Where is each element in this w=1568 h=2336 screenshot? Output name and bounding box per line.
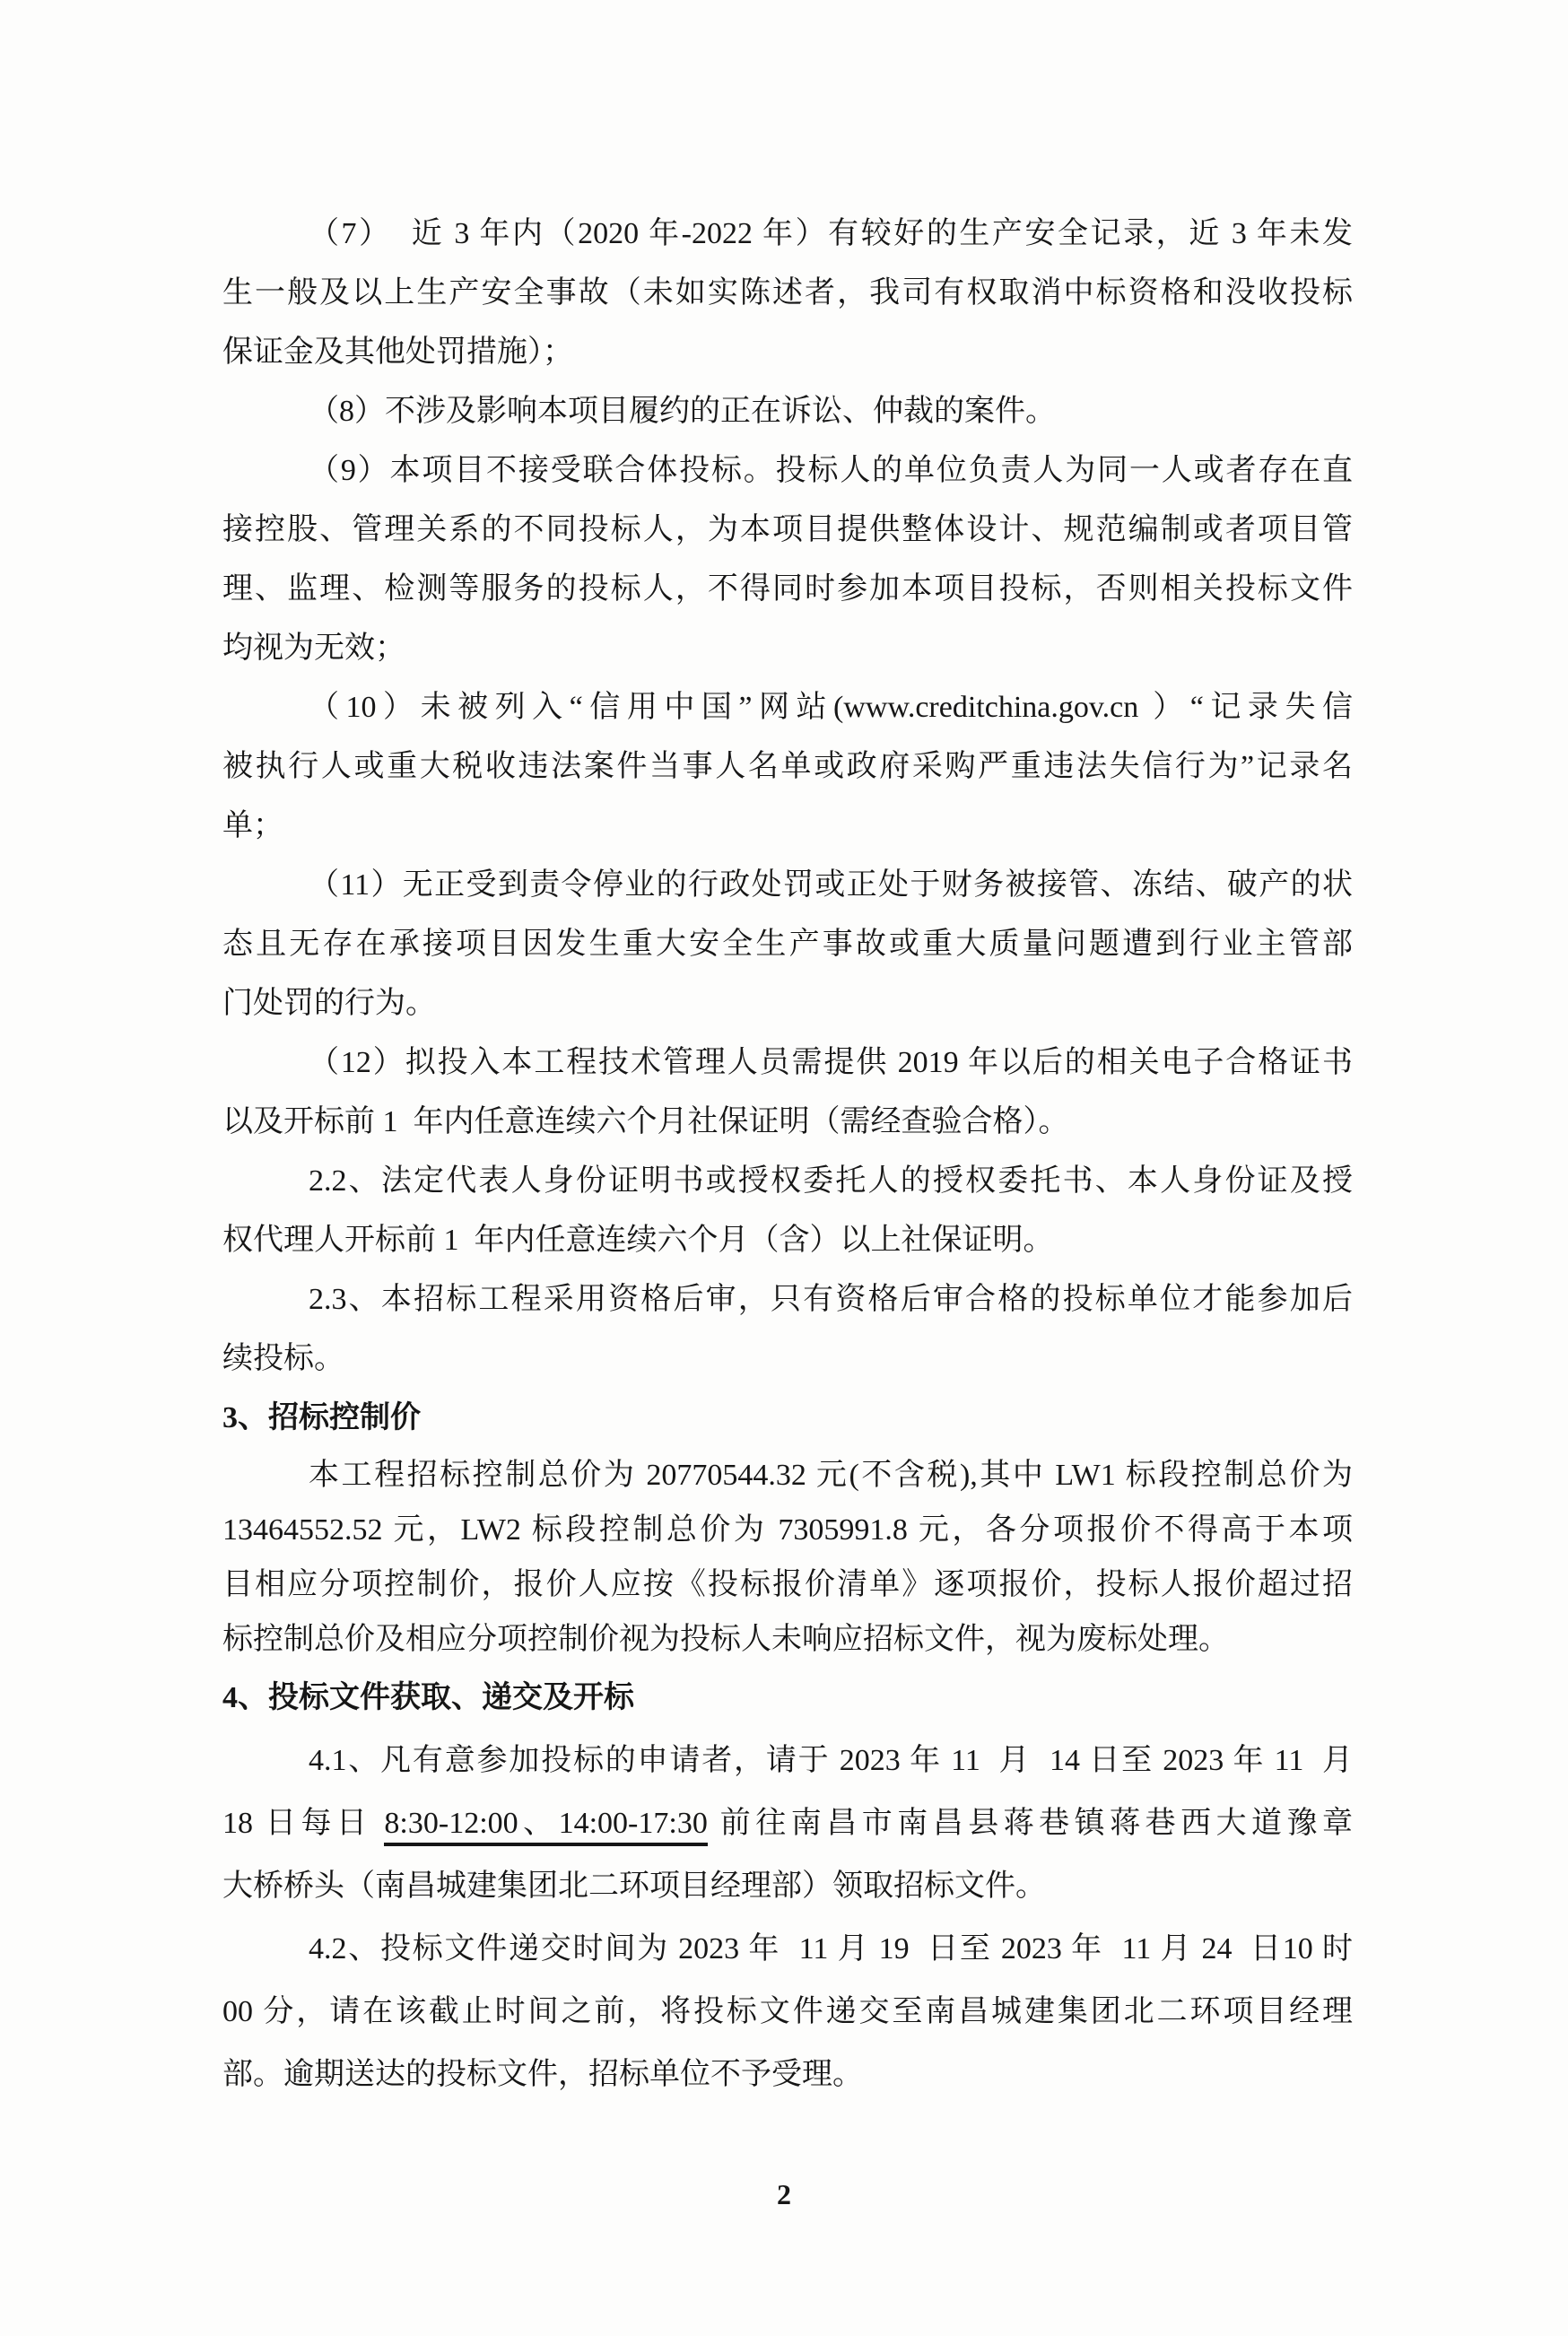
text-segment: 2.2、法定代表人身份证明书或授权委托人的授权委托书、本人身份证及授: [309, 1164, 1353, 1198]
text-line: [222, 1389, 1353, 1448]
text-segment: 大桥桥头（南昌城建集团北二环项目经理部）领取招标文件。: [222, 1870, 1046, 1903]
text-line: [222, 1211, 1353, 1270]
block-item-12: [222, 1033, 1353, 1152]
text-line: [222, 737, 1353, 797]
text-line: [222, 323, 1353, 382]
block-heading-3: [222, 1389, 1353, 1448]
text-line: [222, 1981, 1353, 2044]
text-segment: 权代理人开标前 1 年内任意连续六个月（含）以上社保证明。: [222, 1224, 1054, 1257]
block-item-4-1: [222, 1730, 1353, 1918]
text-line: [222, 1448, 1353, 1503]
text-segment: 均视为无效；: [222, 632, 405, 665]
text-line: [222, 678, 1353, 737]
text-segment: 4.1、凡有意参加投标的申请者，请于 2023 年 11 月 14 日至 2023 年 11 月: [309, 1744, 1353, 1777]
text-segment: 保证金及其他处罚措施）；: [222, 336, 573, 369]
text-segment: （7） 近 3 年内（2020 年-2022 年）有较好的生产安全记录，近 3 年未发: [309, 217, 1353, 250]
text-line: [222, 1503, 1353, 1557]
block-item-7: [222, 205, 1353, 382]
text-line: [222, 441, 1353, 501]
block-item-8: [222, 382, 1353, 441]
text-segment: 单；: [222, 809, 283, 842]
text-segment: 00 分，请在该截止时间之前，将投标文件递交至南昌城建集团北二环项目经理: [222, 1995, 1353, 2028]
text-segment: （11）无正受到责令停业的行政处罚或正处于财务被接管、冻结、破产的状: [309, 868, 1353, 902]
text-line: [222, 797, 1353, 856]
text-segment: 生一般及以上生产安全事故（未如实陈述者，我司有权取消中标资格和没收投标: [222, 276, 1353, 309]
text-segment: 本工程招标控制总价为 20770544.32 元(不含税),其中 LW1 标段控制总价为: [309, 1459, 1353, 1492]
text-line: [222, 1152, 1353, 1211]
block-heading-4: [222, 1667, 1353, 1730]
text-segment: （8）不涉及影响本项目履约的正在诉讼、仲裁的案件。: [309, 395, 1056, 428]
text-line: [222, 560, 1353, 619]
text-line: [222, 856, 1353, 915]
text-segment: 以及开标前 1 年内任意连续六个月社保证明（需经查验合格）。: [222, 1105, 1069, 1138]
text-segment: （9）本项目不接受联合体投标。投标人的单位负责人为同一人或者存在直: [309, 454, 1353, 487]
text-segment: 部。逾期送达的投标文件，招标单位不予受理。: [222, 2058, 863, 2091]
document-body: [222, 205, 1353, 2106]
text-line: [222, 619, 1353, 678]
text-segment: 3、招标控制价: [222, 1401, 421, 1434]
text-line: [222, 2044, 1353, 2106]
text-line: [222, 915, 1353, 974]
text-line: [222, 1329, 1353, 1389]
text-line: [222, 1855, 1353, 1918]
text-segment: 理、监理、检测等服务的投标人，不得同时参加本项目投标，否则相关投标文件: [222, 572, 1353, 606]
text-line: [222, 1612, 1353, 1667]
text-line: [222, 382, 1353, 441]
block-item-4-2: [222, 1918, 1353, 2106]
block-item-10: [222, 678, 1353, 856]
text-segment: 目相应分项控制价，报价人应按《投标报价清单》逐项报价，投标人报价超过招: [222, 1568, 1353, 1601]
text-segment: 4.2、投标文件递交时间为 2023 年 11 月 19 日至 2023 年 11 月 24 日10 时: [309, 1932, 1353, 1966]
text-line: [222, 1270, 1353, 1329]
text-segment: 态且无存在承接项目因发生重大安全生产事故或重大质量问题遭到行业主管部: [222, 928, 1353, 961]
text-line: [222, 1033, 1353, 1093]
text-segment: 续投标。: [222, 1342, 344, 1375]
text-line: [222, 205, 1353, 264]
block-item-2-3: [222, 1270, 1353, 1389]
text-segment: 接控股、管理关系的不同投标人，为本项目提供整体设计、规范编制或者项目管: [222, 513, 1353, 546]
text-segment: 被执行人或重大税收违法案件当事人名单或政府采购严重违法失信行为”记录名: [222, 750, 1353, 783]
block-item-9: [222, 441, 1353, 678]
text-segment: 门处罚的行为。: [222, 987, 436, 1020]
text-segment: （10）未被列入“信用中国”网站(www.creditchina.gov.cn ）“记录失信: [309, 691, 1353, 724]
text-line: [222, 1557, 1353, 1612]
text-line: [222, 1918, 1353, 1981]
text-segment: 18 日每日: [222, 1807, 385, 1840]
text-segment: 4、投标文件获取、递交及开标: [222, 1681, 634, 1714]
text-line: [222, 1667, 1353, 1730]
text-line: [222, 1730, 1353, 1792]
block-item-11: [222, 856, 1353, 1033]
page-number: 2: [777, 2178, 791, 2210]
text-line: [222, 1792, 1353, 1855]
block-control-price: [222, 1448, 1353, 1667]
underlined-time-range: 8:30-12:00、14:00-17:30: [384, 1807, 707, 1846]
text-line: [222, 501, 1353, 560]
text-segment: （12）拟投入本工程技术管理人员需提供 2019 年以后的相关电子合格证书: [309, 1046, 1353, 1079]
text-segment: 标控制总价及相应分项控制价视为投标人未响应招标文件，视为废标处理。: [222, 1623, 1229, 1656]
text-segment: 13464552.52 元，LW2 标段控制总价为 7305991.8 元，各分项报价不得高于本项: [222, 1513, 1353, 1547]
text-segment: 前往南昌市南昌县蒋巷镇蒋巷西大道豫章: [707, 1807, 1353, 1840]
text-line: [222, 1093, 1353, 1152]
text-line: [222, 264, 1353, 323]
text-line: [222, 974, 1353, 1033]
block-item-2-2: [222, 1152, 1353, 1270]
text-segment: 2.3、本招标工程采用资格后审，只有资格后审合格的投标单位才能参加后: [309, 1283, 1353, 1316]
